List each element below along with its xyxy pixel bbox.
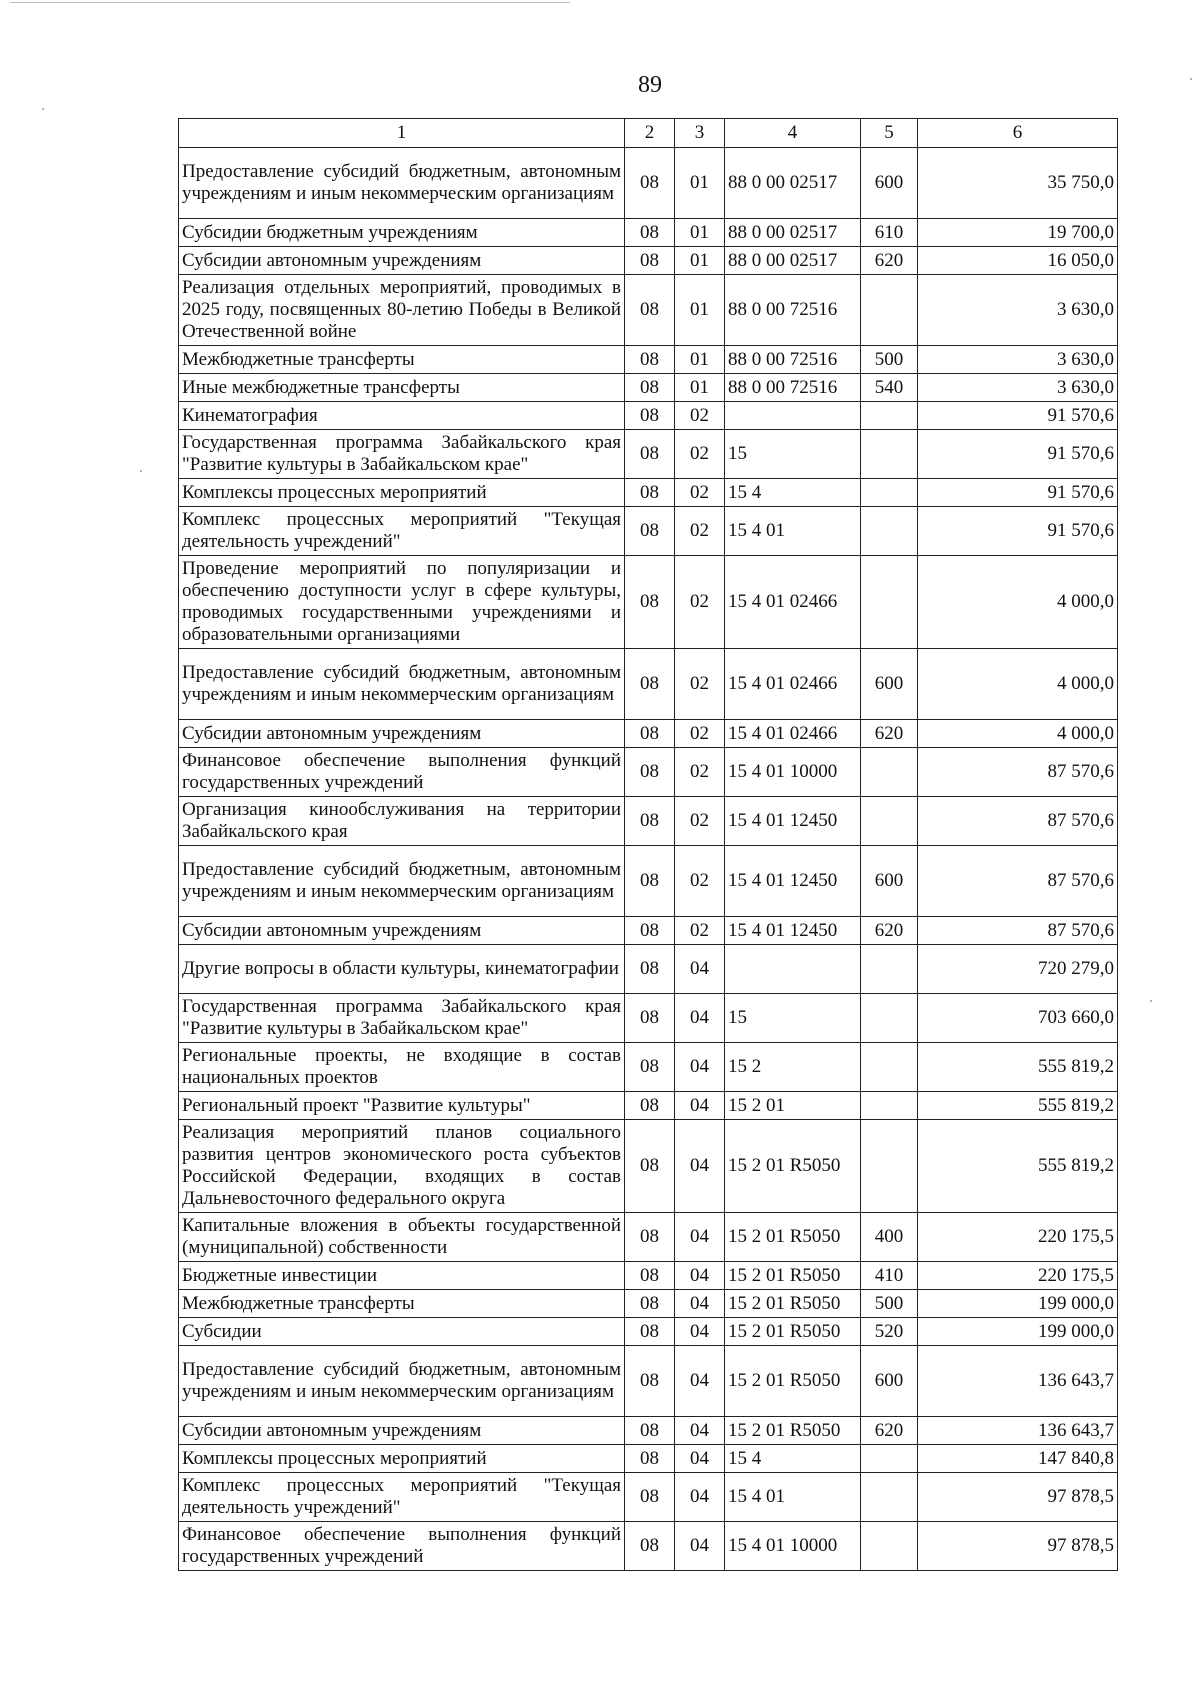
row-subsection: 04	[675, 1346, 725, 1417]
row-name: Государственная программа Забайкальского края "Развитие культуры в Забайкальском крае"	[179, 430, 625, 479]
row-section: 08	[625, 1043, 675, 1092]
row-amount: 87 570,6	[918, 917, 1118, 945]
row-expense-type: 600	[861, 649, 918, 720]
row-target-code: 88 0 00 02517	[725, 148, 861, 219]
row-section: 08	[625, 1445, 675, 1473]
table-row	[179, 247, 1118, 275]
table-row	[179, 1522, 1118, 1571]
row-name: Финансовое обеспечение выполнения функций государственных учреждений	[179, 748, 625, 797]
row-expense-type: 600	[861, 1346, 918, 1417]
row-subsection: 04	[675, 1262, 725, 1290]
row-subsection: 01	[675, 275, 725, 346]
row-subsection: 04	[675, 1522, 725, 1571]
row-amount: 136 643,7	[918, 1417, 1118, 1445]
row-target-code: 15 2 01 R5050	[725, 1417, 861, 1445]
row-subsection: 02	[675, 507, 725, 556]
header-col-3: 3	[675, 119, 725, 148]
row-subsection: 04	[675, 1092, 725, 1120]
row-subsection: 02	[675, 649, 725, 720]
row-target-code: 88 0 00 02517	[725, 247, 861, 275]
row-section: 08	[625, 1092, 675, 1120]
row-section: 08	[625, 797, 675, 846]
row-section: 08	[625, 275, 675, 346]
table-row	[179, 994, 1118, 1043]
row-target-code: 15 2 01 R5050	[725, 1213, 861, 1262]
row-name: Региональные проекты, не входящие в состав национальных проектов	[179, 1043, 625, 1092]
row-target-code: 15 2 01 R5050	[725, 1346, 861, 1417]
row-expense-type	[861, 994, 918, 1043]
row-section: 08	[625, 346, 675, 374]
row-target-code: 15 4 01 02466	[725, 720, 861, 748]
row-amount: 97 878,5	[918, 1473, 1118, 1522]
row-target-code	[725, 402, 861, 430]
row-name: Субсидии автономным учреждениям	[179, 247, 625, 275]
row-amount: 3 630,0	[918, 346, 1118, 374]
row-section: 08	[625, 402, 675, 430]
table-row	[179, 1290, 1118, 1318]
row-subsection: 02	[675, 402, 725, 430]
row-subsection: 01	[675, 374, 725, 402]
scan-speck	[42, 108, 44, 110]
row-name: Проведение мероприятий по популяризации и обеспечению доступности услуг в сфере культуры, проводимых государственными учреждениями и образовательными организациями	[179, 556, 625, 649]
row-subsection: 01	[675, 148, 725, 219]
row-section: 08	[625, 1120, 675, 1213]
table-row	[179, 1318, 1118, 1346]
row-name: Бюджетные инвестиции	[179, 1262, 625, 1290]
row-target-code: 15 4	[725, 479, 861, 507]
row-section: 08	[625, 374, 675, 402]
row-amount: 87 570,6	[918, 748, 1118, 797]
table-row	[179, 1262, 1118, 1290]
row-subsection: 04	[675, 1417, 725, 1445]
table-row	[179, 507, 1118, 556]
row-subsection: 02	[675, 430, 725, 479]
row-target-code	[725, 945, 861, 994]
row-target-code: 15 2 01	[725, 1092, 861, 1120]
table-row	[179, 148, 1118, 219]
row-expense-type	[861, 479, 918, 507]
row-amount: 3 630,0	[918, 275, 1118, 346]
row-section: 08	[625, 148, 675, 219]
table-row	[179, 374, 1118, 402]
row-expense-type: 620	[861, 720, 918, 748]
budget-table	[178, 118, 1118, 1571]
row-section: 08	[625, 994, 675, 1043]
row-expense-type	[861, 1522, 918, 1571]
row-amount: 555 819,2	[918, 1043, 1118, 1092]
row-expense-type	[861, 1120, 918, 1213]
row-name: Предоставление субсидий бюджетным, автономным учреждениям и иным некоммерческим организациям	[179, 649, 625, 720]
row-expense-type: 620	[861, 917, 918, 945]
row-section: 08	[625, 1473, 675, 1522]
row-name: Межбюджетные трансферты	[179, 1290, 625, 1318]
scan-top-edge	[10, 2, 570, 3]
row-expense-type: 620	[861, 1417, 918, 1445]
row-target-code: 15 4 01	[725, 1473, 861, 1522]
row-expense-type: 620	[861, 247, 918, 275]
row-subsection: 04	[675, 1043, 725, 1092]
row-subsection: 02	[675, 720, 725, 748]
row-amount: 3 630,0	[918, 374, 1118, 402]
row-subsection: 04	[675, 1213, 725, 1262]
row-target-code: 15 4 01 12450	[725, 797, 861, 846]
row-expense-type	[861, 748, 918, 797]
scan-speck	[140, 470, 142, 472]
table-row	[179, 346, 1118, 374]
row-expense-type: 610	[861, 219, 918, 247]
row-name: Комплекс процессных мероприятий "Текущая деятельность учреждений"	[179, 507, 625, 556]
row-section: 08	[625, 720, 675, 748]
row-amount: 4 000,0	[918, 649, 1118, 720]
row-amount: 91 570,6	[918, 430, 1118, 479]
row-amount: 4 000,0	[918, 720, 1118, 748]
header-col-1: 1	[179, 119, 625, 148]
row-name: Иные межбюджетные трансферты	[179, 374, 625, 402]
row-section: 08	[625, 1318, 675, 1346]
row-target-code: 15 4 01 02466	[725, 556, 861, 649]
row-section: 08	[625, 1290, 675, 1318]
table-row	[179, 556, 1118, 649]
row-amount: 87 570,6	[918, 846, 1118, 917]
row-section: 08	[625, 1417, 675, 1445]
row-name: Субсидии автономным учреждениям	[179, 720, 625, 748]
row-target-code: 15 4 01 02466	[725, 649, 861, 720]
row-subsection: 02	[675, 748, 725, 797]
row-section: 08	[625, 219, 675, 247]
row-name: Предоставление субсидий бюджетным, автономным учреждениям и иным некоммерческим организациям	[179, 1346, 625, 1417]
row-target-code: 15	[725, 994, 861, 1043]
row-name: Комплексы процессных мероприятий	[179, 1445, 625, 1473]
table-row	[179, 1092, 1118, 1120]
table-row	[179, 430, 1118, 479]
row-target-code: 15 4 01	[725, 507, 861, 556]
row-subsection: 02	[675, 846, 725, 917]
row-amount: 220 175,5	[918, 1213, 1118, 1262]
row-subsection: 02	[675, 917, 725, 945]
row-target-code: 15 2 01 R5050	[725, 1262, 861, 1290]
table-row	[179, 917, 1118, 945]
row-expense-type	[861, 402, 918, 430]
row-expense-type	[861, 797, 918, 846]
row-target-code: 88 0 00 72516	[725, 275, 861, 346]
row-amount: 703 660,0	[918, 994, 1118, 1043]
row-name: Реализация отдельных мероприятий, проводимых в 2025 году, посвященных 80-летию Победы в Великой Отечественной войне	[179, 275, 625, 346]
row-subsection: 04	[675, 1290, 725, 1318]
row-name: Организация кинообслуживания на территории Забайкальского края	[179, 797, 625, 846]
row-section: 08	[625, 945, 675, 994]
row-section: 08	[625, 1522, 675, 1571]
row-expense-type: 410	[861, 1262, 918, 1290]
row-amount: 97 878,5	[918, 1522, 1118, 1571]
row-expense-type: 500	[861, 346, 918, 374]
row-name: Предоставление субсидий бюджетным, автономным учреждениям и иным некоммерческим организациям	[179, 846, 625, 917]
row-expense-type	[861, 1043, 918, 1092]
row-name: Финансовое обеспечение выполнения функций государственных учреждений	[179, 1522, 625, 1571]
row-name: Государственная программа Забайкальского края "Развитие культуры в Забайкальском крае"	[179, 994, 625, 1043]
row-amount: 91 570,6	[918, 507, 1118, 556]
row-name: Капитальные вложения в объекты государственной (муниципальной) собственности	[179, 1213, 625, 1262]
table-row	[179, 479, 1118, 507]
row-expense-type	[861, 945, 918, 994]
row-expense-type: 600	[861, 846, 918, 917]
row-expense-type: 400	[861, 1213, 918, 1262]
row-name: Субсидии бюджетным учреждениям	[179, 219, 625, 247]
row-amount: 35 750,0	[918, 148, 1118, 219]
row-expense-type	[861, 556, 918, 649]
row-amount: 720 279,0	[918, 945, 1118, 994]
table-row	[179, 402, 1118, 430]
header-col-6: 6	[918, 119, 1118, 148]
row-subsection: 04	[675, 945, 725, 994]
row-subsection: 04	[675, 1120, 725, 1213]
scan-speck	[1150, 1000, 1152, 1002]
row-name: Субсидии автономным учреждениям	[179, 917, 625, 945]
row-subsection: 04	[675, 1318, 725, 1346]
table-row	[179, 1473, 1118, 1522]
row-name: Субсидии	[179, 1318, 625, 1346]
table-row	[179, 1346, 1118, 1417]
row-section: 08	[625, 917, 675, 945]
row-amount: 199 000,0	[918, 1318, 1118, 1346]
table-row	[179, 945, 1118, 994]
row-name: Другие вопросы в области культуры, кинематографии	[179, 945, 625, 994]
row-target-code: 88 0 00 72516	[725, 346, 861, 374]
page-number: 89	[638, 72, 662, 98]
row-subsection: 02	[675, 556, 725, 649]
row-subsection: 01	[675, 346, 725, 374]
row-target-code: 15 4	[725, 1445, 861, 1473]
row-section: 08	[625, 1346, 675, 1417]
table-row	[179, 797, 1118, 846]
row-section: 08	[625, 556, 675, 649]
table-row	[179, 275, 1118, 346]
row-amount: 87 570,6	[918, 797, 1118, 846]
row-target-code: 15 4 01 12450	[725, 917, 861, 945]
row-expense-type	[861, 430, 918, 479]
row-subsection: 04	[675, 1445, 725, 1473]
row-expense-type	[861, 1092, 918, 1120]
row-section: 08	[625, 649, 675, 720]
row-expense-type	[861, 1445, 918, 1473]
row-subsection: 01	[675, 219, 725, 247]
row-amount: 4 000,0	[918, 556, 1118, 649]
row-name: Реализация мероприятий планов социального развития центров экономического роста субъектов Российской Федерации, входящих в состав Дальневосточного федерального округа	[179, 1120, 625, 1213]
row-section: 08	[625, 479, 675, 507]
row-expense-type: 540	[861, 374, 918, 402]
table-header-row	[179, 119, 1118, 148]
header-col-2: 2	[625, 119, 675, 148]
row-amount: 16 050,0	[918, 247, 1118, 275]
row-expense-type: 500	[861, 1290, 918, 1318]
row-amount: 147 840,8	[918, 1445, 1118, 1473]
row-amount: 91 570,6	[918, 479, 1118, 507]
row-section: 08	[625, 748, 675, 797]
row-subsection: 04	[675, 1473, 725, 1522]
row-name: Региональный проект "Развитие культуры"	[179, 1092, 625, 1120]
row-expense-type	[861, 1473, 918, 1522]
row-target-code: 15 4 01 10000	[725, 748, 861, 797]
row-name: Комплексы процессных мероприятий	[179, 479, 625, 507]
table-row	[179, 1417, 1118, 1445]
table-row	[179, 720, 1118, 748]
table-row	[179, 219, 1118, 247]
row-expense-type: 600	[861, 148, 918, 219]
row-amount: 19 700,0	[918, 219, 1118, 247]
row-amount: 136 643,7	[918, 1346, 1118, 1417]
row-target-code: 15 2 01 R5050	[725, 1120, 861, 1213]
row-target-code: 88 0 00 02517	[725, 219, 861, 247]
row-name: Кинематография	[179, 402, 625, 430]
row-amount: 91 570,6	[918, 402, 1118, 430]
row-subsection: 04	[675, 994, 725, 1043]
row-target-code: 15	[725, 430, 861, 479]
table-row	[179, 1213, 1118, 1262]
table-row	[179, 649, 1118, 720]
row-section: 08	[625, 507, 675, 556]
row-amount: 199 000,0	[918, 1290, 1118, 1318]
row-name: Субсидии автономным учреждениям	[179, 1417, 625, 1445]
table-row	[179, 748, 1118, 797]
row-target-code: 15 4 01 12450	[725, 846, 861, 917]
row-amount: 555 819,2	[918, 1092, 1118, 1120]
header-col-4: 4	[725, 119, 861, 148]
row-subsection: 01	[675, 247, 725, 275]
row-section: 08	[625, 846, 675, 917]
row-section: 08	[625, 1262, 675, 1290]
row-target-code: 15 2 01 R5050	[725, 1290, 861, 1318]
row-subsection: 02	[675, 479, 725, 507]
row-subsection: 02	[675, 797, 725, 846]
row-target-code: 88 0 00 72516	[725, 374, 861, 402]
header-col-5: 5	[861, 119, 918, 148]
row-section: 08	[625, 430, 675, 479]
row-amount: 555 819,2	[918, 1120, 1118, 1213]
row-target-code: 15 2	[725, 1043, 861, 1092]
row-section: 08	[625, 247, 675, 275]
row-name: Межбюджетные трансферты	[179, 346, 625, 374]
table-row	[179, 1043, 1118, 1092]
row-expense-type: 520	[861, 1318, 918, 1346]
row-amount: 220 175,5	[918, 1262, 1118, 1290]
row-name: Предоставление субсидий бюджетным, автономным учреждениям и иным некоммерческим организациям	[179, 148, 625, 219]
table-row	[179, 1120, 1118, 1213]
table-row	[179, 1445, 1118, 1473]
row-target-code: 15 2 01 R5050	[725, 1318, 861, 1346]
row-expense-type	[861, 275, 918, 346]
row-name: Комплекс процессных мероприятий "Текущая деятельность учреждений"	[179, 1473, 625, 1522]
table-row	[179, 846, 1118, 917]
row-target-code: 15 4 01 10000	[725, 1522, 861, 1571]
row-expense-type	[861, 507, 918, 556]
row-section: 08	[625, 1213, 675, 1262]
